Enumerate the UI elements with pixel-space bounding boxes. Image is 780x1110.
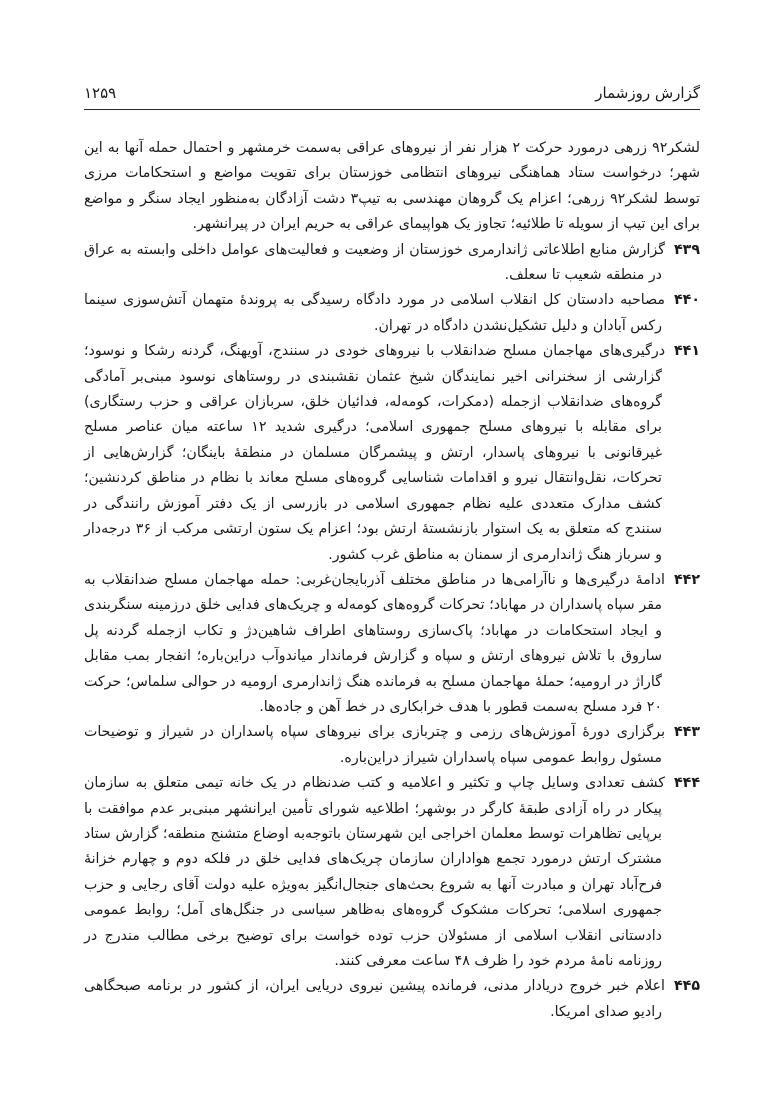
entry-443 [84,720,700,771]
entry-number: ۴۳۹ [674,241,700,258]
entry-text: ادامهٔ درگیری‌ها و ناآرامی‌ها در مناطق مختلف آذربایجان‌غربی: حمله مهاجمان مسلح ضدانقلاب به مقر سپاه پاسداران در مهاباد؛ تحرکات گروه‌های کومه‌له و چریک‌های فدایی خلق درزمینه سنگربندی و ایجاد استحکامات در مهاباد؛ پاک‌سازی روستاهای اطراف شاهین‌دژ و تکاب ازجمله گردنه پل ساروق با تلاش نیروهای ارتش و سپاه و گزارش فرماندار میاندوآب دراین‌باره؛ انفجار بمب مقابل گاراژ در ارومیه؛ حملهٔ مهاجمان مسلح به فرمانده هنگ ژاندارمری ارومیه در حوالی سلماس؛ حرکت ۲۰ فرد مسلح به‌سمت قطور با هدف خرابکاری در خط آهن و جاده‌ها. [84,571,666,715]
entry-440 [84,288,700,339]
entry-number: ۴۴۴ [674,775,700,792]
entry-number: ۴۴۱ [674,343,700,360]
header-rule [84,109,700,110]
entry-text: اعلام خبر خروج دریادار مدنی، فرمانده پیشین نیروی دریایی ایران، از کشور در برنامه صبحگاهی رادیو صدای امریکا. [84,978,666,1020]
page-header [84,84,700,109]
entry-text: کشف تعدادی وسایل چاپ و تکثیر و اعلامیه و کتب ضدنظام در یک خانه تیمی متعلق به سازمان پیکار در راه آزادی طبقهٔ کارگر در بوشهر؛ اطلاعیه شورای تأمین ایرانشهر مبنی‌بر عدم موافقت با برپایی تظاهرات توسط معلمان اخراجی این شهرستان باتوجه‌به اوضاع متشنج منطقه؛ گزارش ستاد مشترک ارتش درمورد تجمع هواداران سازمان چریک‌های فدایی خلق در فلکه دوم و چهارم خزانهٔ فرح‌آباد تهران و مبادرت آنها به شروع بحث‌های جنجال‌انگیز به‌ویژه علیه دولت آقای رجایی و حزب جمهوری اسلامی؛ تحرکات مشکوک گروه‌های به‌ظاهر سیاسی در جنگل‌های آمل؛ روابط عمومی دادستانی انقلاب اسلامی از مسئولان حزب توده خواست برای توضیح برخی مطالب مندرج در روزنامه نامهٔ مردم خود را ظرف ۴۸ ساعت معرفی کنند. [84,775,666,969]
page-number: ۱۲۵۹ [84,84,117,102]
entry-number: ۴۴۰ [674,292,700,309]
page-body [84,136,700,1025]
entry-text: درگیری‌های مهاجمان مسلح ضدانقلاب با نیروهای خودی در سنندج، آویهنگ، گردنه رشکا و نوسود؛ گزارشی از سخنرانی اخیر نمایندگان شیخ عثمان نقشبندی در روستاهای نوسود مبنی‌بر آمادگی گروه‌های ضدانقلاب ازجمله (دمکرات، کومه‌له، فدائیان خلق، سربازان عراقی و حزب رستگاری) برای مقابله با نیروهای مسلح جمهوری اسلامی؛ درگیری شدید ۱۲ ساعته میان عناصر مسلح غیرقانونی با نیروهای پاسدار، ارتش و پیشمرگان مسلمان در منطقهٔ باینگان؛ گزارش‌هایی از تحرکات، نقل‌وانتقال نیرو و اقدامات شناسایی گروه‌های مسلح معاند با نظام در مناطق کردنشین؛ کشف مدارک متعددی علیه نظام جمهوری اسلامی در بازرسی از یک دفتر آموزش رانندگی در سنندج که متعلق به یک استوار بازنشستهٔ ارتش بود؛ اعزام یک ستون ارتشی مرکب از ۳۶ درجه‌دار و سرباز هنگ ژاندارمری از سمنان به مناطق غرب کشور. [84,343,666,563]
continuation-paragraph: لشکر۹۲ زرهی درمورد حرکت ۲ هزار نفر از نیروهای عراقی به‌سمت خرمشهر و احتمال حمله آنها به این شهر؛ درخواست ستاد هماهنگی نیروهای انتظامی خوزستان برای تقویت مواضع و استحکامات مرزی توسط لشکر۹۲ زرهی؛ اعزام یک گروهان مهندسی به تیپ۳ دشت آزادگان به‌منظور ایجاد سنگر و مواضع برای این تیپ از سویله تا طلائیه؛ تجاوز یک هواپیمای عراقی به حریم ایران در پیرانشهر. [84,140,700,233]
running-head-title: گزارش روزشمار [595,84,700,102]
entry-444 [84,771,700,974]
entry-number: ۴۴۲ [674,571,700,588]
entry-text: مصاحبه دادستان کل انقلاب اسلامی در مورد دادگاه رسیدگی به پروندهٔ متهمان آتش‌سوزی سینما رکس آبادان و دلیل تشکیل‌نشدن دادگاه در تهران. [84,292,666,334]
entry-442 [84,568,700,720]
entry-441 [84,339,700,568]
entry-439 [84,238,700,289]
entry-text: برگزاری دورهٔ آموزش‌های رزمی و چتربازی برای نیروهای سپاه پاسداران در شیراز و توضیحات مسئول روابط عمومی سپاه پاسداران شیراز دراین‌باره. [84,724,666,766]
entry-445 [84,974,700,1025]
entry-number: ۴۴۵ [674,978,700,995]
entry-text: گزارش منابع اطلاعاتی ژاندارمری خوزستان از وضعیت و فعالیت‌های عوامل داخلی وابسته به عراق در منطقه شعیب تا سعلف. [84,241,666,284]
entry-number: ۴۴۳ [674,724,700,741]
